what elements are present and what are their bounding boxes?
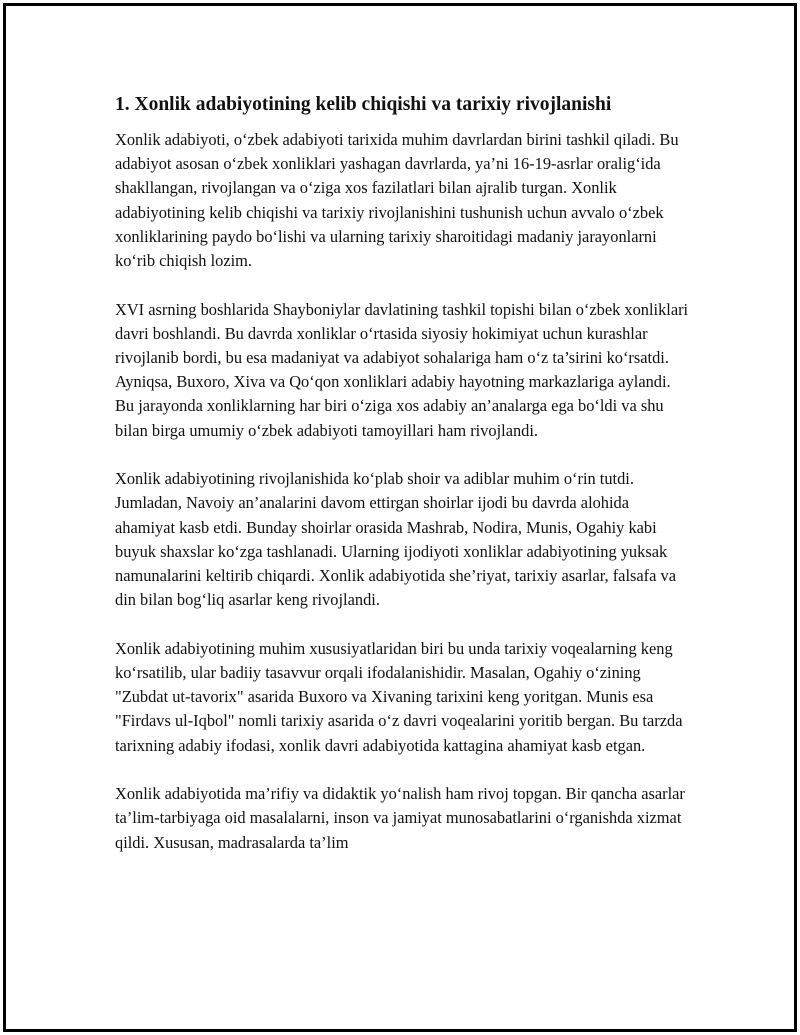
paragraph: Xonlik adabiyoti, o‘zbek adabiyoti tarixida muhim davrlardan birini tashkil qiladi. Bu adabiyot asosan o‘zbek xonliklari yashagan davrlarda, ya’ni 16-19-asrlar oralig‘ida shakllangan, rivojlangan va o‘ziga xos fazilatlari bilan ajralib turgan. Xonlik adabiyotining kelib chiqishi va tarixiy rivojlanishini tushunish uchun avvalo o‘zbek xonliklarining paydo bo‘lishi va ularning tarixiy sharoitidagi madaniy jarayonlarni ko‘rib chiqish lozim.	[115, 130, 679, 271]
document-body	[115, 93, 690, 879]
paragraph: Xonlik adabiyotining muhim xususiyatlaridan biri bu unda tarixiy voqealarning keng ko‘rsatilib, ular badiiy tasavvur orqali ifodalanishidir. Masalan, Ogahiy o‘zining "Zubdat ut-tavorix" asarida Buxoro va Xivaning tarixini keng yoritgan. Munis esa "Firdavs ul-Iqbol" nomli tarixiy asarida o‘z davri voqealarini yoritib bergan. Bu tarzda tarixning adabiy ifodasi, xonlik davri adabiyotida kattagina ahamiyat kasb etgan.	[115, 638, 683, 755]
paragraph: Xonlik adabiyotida ma’rifiy va didaktik yo‘nalish ham rivoj topgan. Bir qancha asarlar ta’lim-tarbiyaga oid masalalarni, inson va jamiyat munosabatlarini o‘rganishda xizmat qildi. Xususan, madrasalarda ta’lim	[115, 784, 685, 852]
paragraph: XVI asrning boshlarida Shayboniylar davlatining tashkil topishi bilan o‘zbek xonliklari davri boshlandi. Bu davrda xonliklar o‘rtasida siyosiy hokimiyat uchun kurashlar rivojlanib bordi, bu esa madaniyat va adabiyot sohalariga ham o‘z ta’sirini ko‘rsatdi. Ayniqsa, Buxoro, Xiva va Qo‘qon xonliklari adabiy hayotning markazlariga aylandi. Bu jarayonda xonliklarning har biri o‘ziga xos adabiy an’analarga ega bo‘ldi va shu bilan birga umumiy o‘zbek adabiyoti tamoyillari ham rivojlandi.	[115, 299, 689, 440]
section-heading: 1. Xonlik adabiyotining kelib chiqishi va tarixiy rivojlanishi	[115, 94, 612, 115]
paragraph: Xonlik adabiyotining rivojlanishida ko‘plab shoir va adiblar muhim o‘rin tutdi. Jumladan, Navoiy an’analarini davom ettirgan shoirlar ijodi bu davrda alohida ahamiyat kasb etdi. Bunday shoirlar orasida Mashrab, Nodira, Munis, Ogahiy kabi buyuk shaxslar ko‘zga tashlanadi. Ularning ijodiyoti xonliklar adabiyotining yuksak namunalarini keltirib chiqardi. Xonlik adabiyotida she’riyat, tarixiy asarlar, falsafa va din bilan bog‘liq asarlar keng rivojlandi.	[115, 469, 676, 610]
